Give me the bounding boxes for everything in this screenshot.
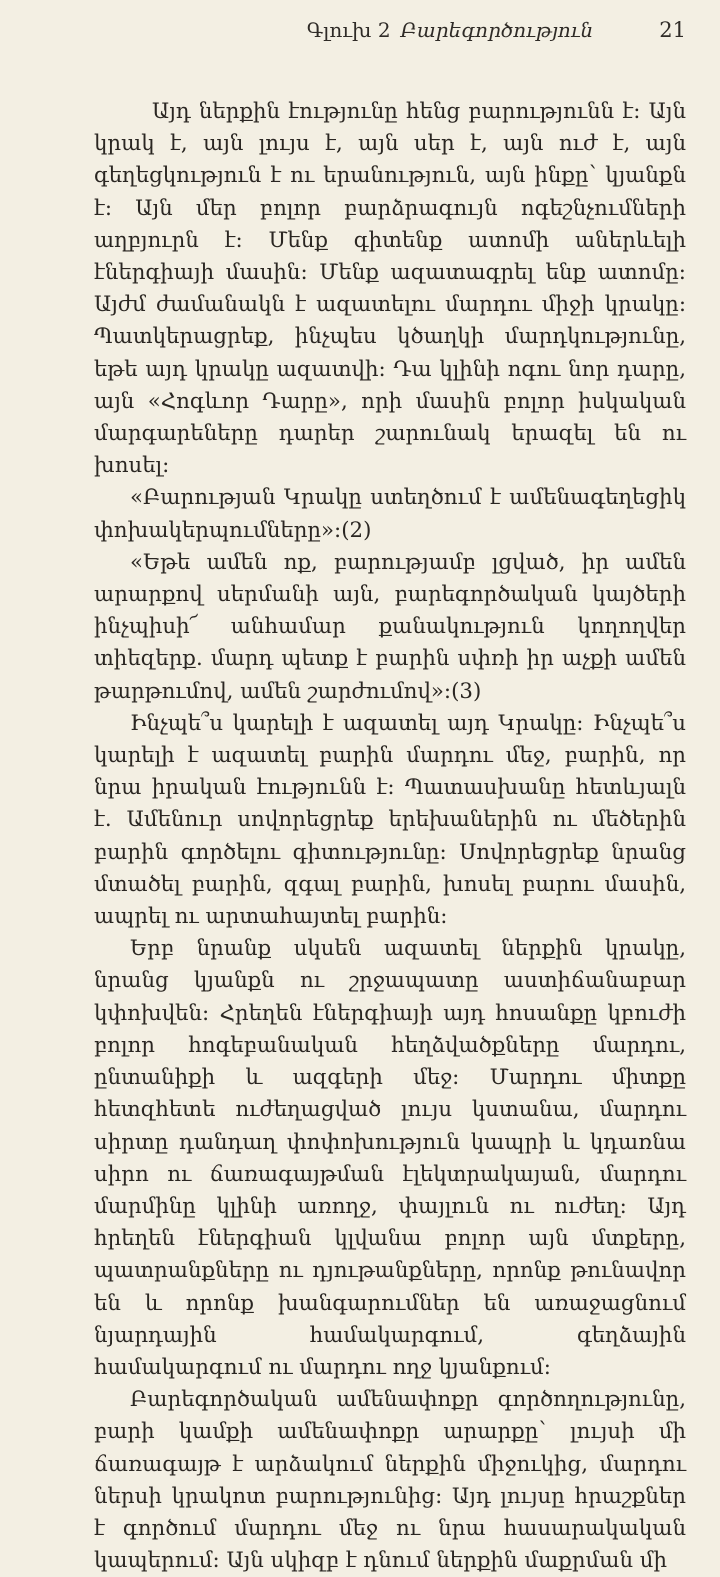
paragraph: Այդ ներքին էությունը հենց բարությունն է: Այն կրակ է, այն լույս է, այն սեր է, այն ուժ է, այն գեղեցկություն է ու երանություն, այն ինքը՝ կյանքն է: Այն մեր բոլոր բարձրագույն ոգեշնչումների աղբյուրն է: Մենք գիտենք ատոմի աներևելի էներգիայի մասին: Մենք ազատագրել ենք ատոմը: Այժմ ժամանակն է ազատելու մարդու միջի կրակը: Պատկերացրեք, ինչպես կծաղկի մարդկությունը, եթե այդ կրակը ազատվի: Դա կլինի ոգու նոր դարը, այն «Հոգևոր Դարը», որի մասին բոլոր իսկական մարգարեները դարեր շարունակ երազել են ու խոսել: bbox=[94, 99, 686, 479]
chapter-label: Գլուխ 2 bbox=[306, 18, 391, 42]
running-header bbox=[94, 18, 686, 58]
paragraph: Ինչպե՞ս կարելի է ազատել այդ Կրակը: Ինչպե՞ս կարելի է ազատել բարին մարդու մեջ, բարին, որ նրա իրական էությունն է: Պատասխանը հետևյալն է. Ամենուր սովորեցրեք երեխաներին ու մեծերին բարին գործելու գիտությունը: Սովորեցրեք նրանց մտածել բարին, զգալ բարին, խոսել բարու մասին, ապրել ու արտահայտել բարին: bbox=[94, 710, 686, 930]
quote-paragraph: «Բարության Կրակը ստեղծում է ամենագեղեցիկ փոխակերպումները»:(2) bbox=[94, 485, 686, 543]
quote-paragraph: «Եթե ամեն ոք, բարությամբ լցված, իր ամեն արարքով սերմանի այն, բարեգործական կայծերի ինչպիսի՜ անհամար քանակություն կողողվեր տիեզերք. մարդ պետք է բարին սփռի իր աչքի ամեն թարթումով, ամեն շարժումով»:(3) bbox=[94, 549, 686, 704]
page-body bbox=[94, 96, 686, 1577]
chapter-title: Բարեգործություն bbox=[400, 18, 594, 42]
paragraph: Բարեգործական ամենափոքր գործողությունը, բարի կամքի ամենափոքր արարքը՝ լույսի մի ճառագայթ է արձակում ներքին միջուկից, մարդու ներսի կրակոտ բարությունից: Այդ լույսը հրաշքներ է գործում մարդու մեջ ու նրա հասարակական կապերում: Այն սկիզբ է դնում ներքին մաքրման մի bbox=[94, 1387, 686, 1574]
page-number: 21 bbox=[659, 18, 686, 42]
paragraph: Երբ նրանք սկսեն ազատել ներքին կրակը, նրանց կյանքն ու շրջապատը աստիճանաբար կփոխվեն: Հրեղեն էներգիայի այդ հոսանքը կբուժի բոլոր հոգեբանական հեղձվածքները մարդու, ընտանիքի և ազգերի մեջ: Մարդու միտքը հետզհետե ուժեղացված լույս կստանա, մարդու սիրտը դանդաղ փոփոխություն կապրի և կդառնա սիրո ու ճառագայթման էլեկտրակայան, մարդու մարմինը կլինի առողջ, փայլուն ու ուժեղ: Այդ հրեղեն էներգիան կլվանա բոլոր այն մտքերը, պատրանքները ու դյութանքները, որոնք թունավոր են և որոնք խանգարումներ են առաջացնում նյարդային համակարգում, գեղձային համակարգում ու մարդու ողջ կյանքում: bbox=[94, 936, 686, 1380]
